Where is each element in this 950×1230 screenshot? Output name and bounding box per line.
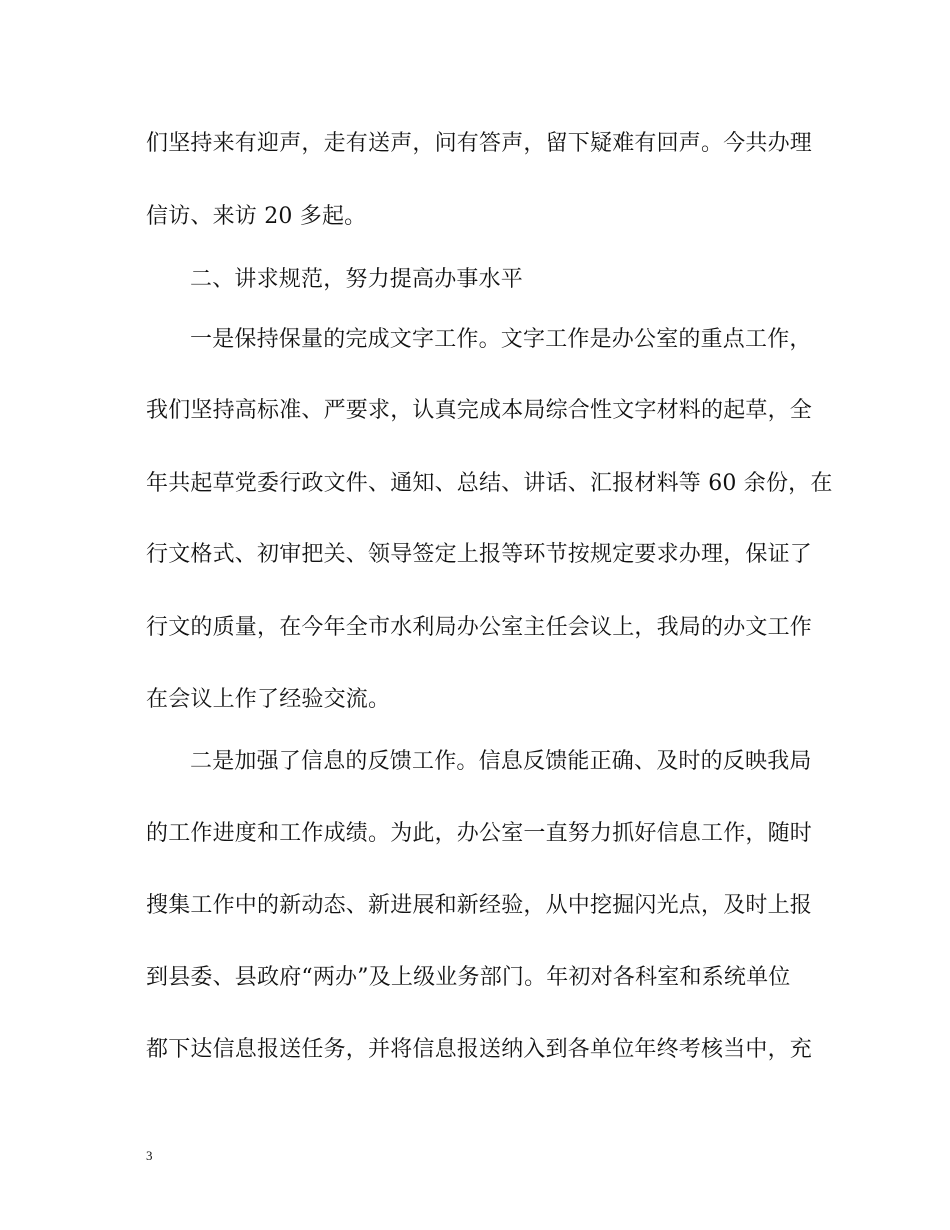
text-line: 搜集工作中的新动态、新进展和新经验，从中挖掘闪光点，及时上报	[146, 893, 813, 918]
text-line: 行文的质量，在今年全市水利局办公室主任会议上，我局的办文工作	[146, 615, 813, 640]
text-line: 二是加强了信息的反馈工作。信息反馈能正确、及时的反映我局	[190, 749, 812, 774]
text-line: 都下达信息报送任务，并将信息报送纳入到各单位年终考核当中，充	[146, 1037, 813, 1062]
text-line: 们坚持来有迎声，走有送声，问有答声，留下疑难有回声。今共办理	[146, 131, 813, 156]
text-line: 的工作进度和工作成绩。为此，办公室一直努力抓好信息工作，随时	[146, 821, 813, 846]
text-line: 在会议上作了经验交流。	[146, 687, 391, 712]
text-line: 行文格式、初审把关、领导签定上报等环节按规定要求办理，保证了	[146, 542, 813, 567]
text-line: 我们坚持高标准、严要求，认真完成本局综合性文字材料的起草，全	[146, 398, 813, 423]
text-line: 到县委、县政府“两办”及上级业务部门。年初对各科室和系统单位	[146, 965, 791, 990]
text-line: 年共起草党委行政文件、通知、总结、讲话、汇报材料等 60 余份，在	[146, 471, 833, 496]
page-number: 3	[146, 1148, 153, 1163]
section-heading: 二、讲求规范，努力提高办事水平	[190, 267, 524, 292]
text-line: 一是保持保量的完成文字工作。文字工作是办公室的重点工作，	[190, 327, 812, 352]
text-line: 信访、来访 20 多起。	[146, 204, 367, 229]
